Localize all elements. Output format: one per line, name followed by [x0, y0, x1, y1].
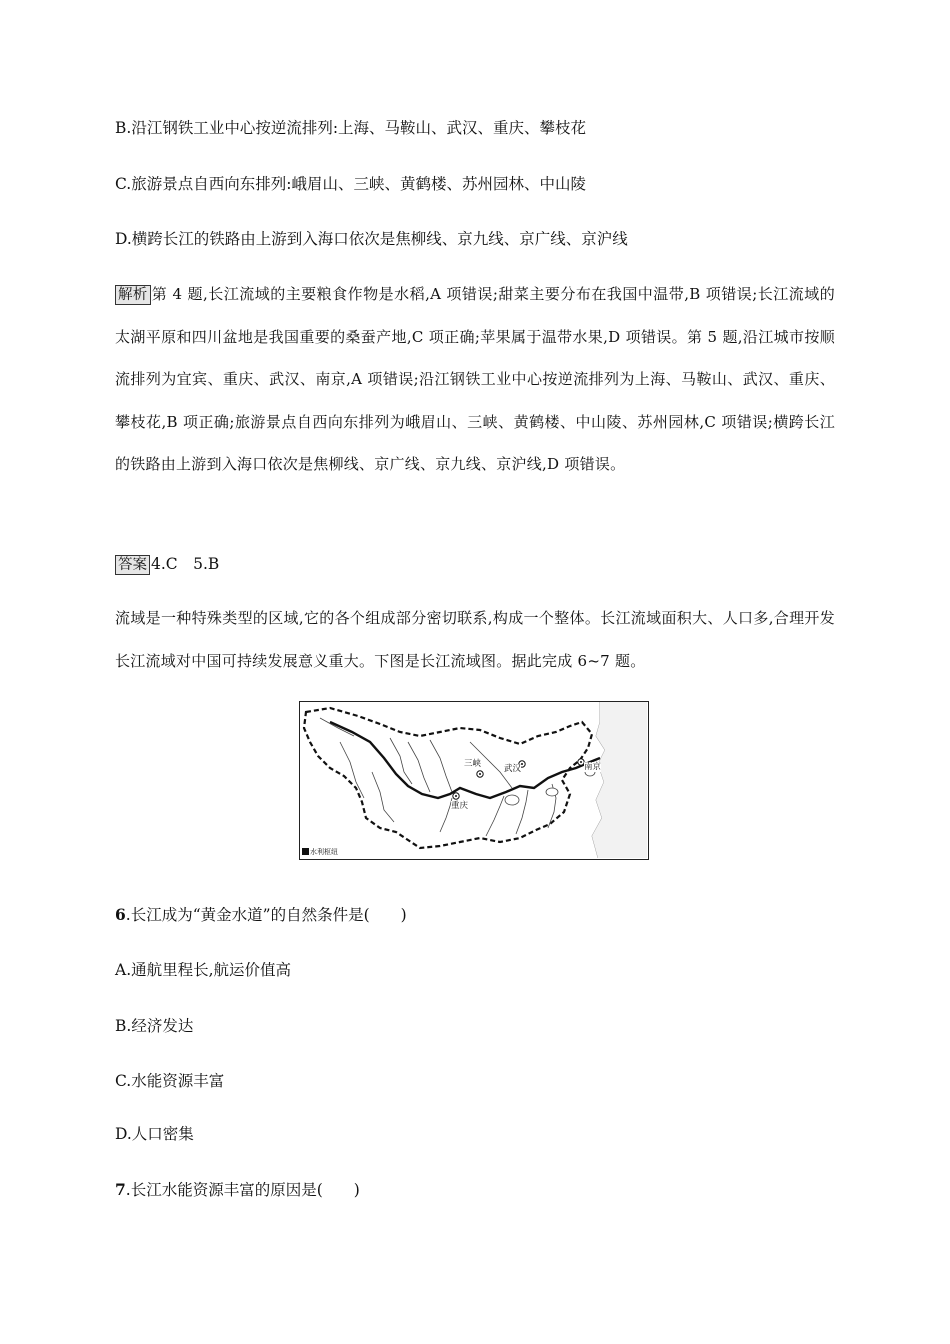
chongqing-marker-dot	[455, 795, 457, 797]
map-label-sanxia: 三峡	[464, 759, 482, 769]
map-label-nanjing: 南京	[584, 762, 602, 772]
intro-paragraph: 流域是一种特殊类型的区域,它的各个组成部分密切联系,构成一个整体。长江流域面积大、人口多,合理开发长江流域对中国可持续发展意义重大。下图是长江流域图。据此完成 6~7 题。	[115, 609, 835, 670]
river-xiangjiang	[516, 790, 528, 834]
river-jinsha-branch	[340, 742, 364, 798]
option-c-prev: C.旅游景点自西向东排列:峨眉山、三峡、黄鹤楼、苏州园林、中山陵	[115, 175, 586, 193]
answer-text: 4.C 5.B	[151, 555, 220, 573]
river-yuanjiang	[486, 796, 504, 836]
question-7-stem	[115, 1180, 360, 1200]
analysis-tag: 解析	[115, 285, 151, 305]
map-legend	[302, 848, 338, 857]
map-label-wuhan: 武汉	[504, 764, 522, 774]
sanxia-marker-dot	[479, 773, 481, 775]
option-d-prev: D.横跨长江的铁路由上游到入海口依次是焦柳线、京九线、京广线、京沪线	[115, 230, 628, 248]
wuhan-marker-dot	[521, 763, 523, 765]
river-jialing	[430, 740, 452, 792]
question-7-number: 7	[115, 1180, 126, 1199]
question-6-text: .长江成为“黄金水道”的自然条件是( )	[125, 906, 407, 924]
answer-tag: 答案	[115, 555, 150, 575]
nanjing-marker-dot	[580, 761, 582, 763]
river-tuojiang	[408, 742, 430, 792]
question-7-text: .长江水能资源丰富的原因是( )	[125, 1181, 360, 1199]
option-b-prev: B.沿江钢铁工业中心按逆流排列:上海、马鞍山、武汉、重庆、攀枝花	[115, 119, 587, 137]
legend-symbol	[302, 848, 309, 855]
map-label-chongqing: 重庆	[451, 801, 469, 811]
map-drawing	[300, 702, 647, 858]
answer-block	[115, 554, 219, 575]
yangtze-basin-map	[299, 701, 649, 860]
q6-option-b: B.经济发达	[115, 1017, 194, 1035]
river-yalong	[372, 772, 394, 822]
question-6-stem	[115, 905, 407, 925]
legend-text: 水利枢纽	[310, 848, 338, 856]
river-upper-headwater	[320, 718, 354, 736]
question-6-number: 6	[115, 905, 126, 924]
q6-option-c: C.水能资源丰富	[115, 1072, 225, 1090]
analysis-block	[115, 273, 835, 486]
q6-option-d: D.人口密集	[115, 1125, 194, 1143]
sea-area	[592, 702, 647, 858]
dongting-lake	[505, 795, 519, 805]
river-minjiang	[390, 738, 412, 784]
q6-option-a: A.通航里程长,航运价值高	[115, 961, 292, 979]
poyang-lake	[546, 788, 558, 796]
analysis-text: 第 4 题,长江流域的主要粮食作物是水稻,A 项错误;甜菜主要分布在我国中温带,B 项错误;长江流域的太湖平原和四川盆地是我国重要的桑蚕产地,C 项正确;苹果属于温带水果,D 项错误。第 5 题,沿江城市按顺流排列为宜宾、重庆、武汉、南京,A 项错误;沿江钢铁工业中心按逆流排列为上海、马鞍山、武汉、重庆、攀枝花,B 项正确;旅游景点自西向东排列为峨眉山、三峡、黄鹤楼、中山陵、苏州园林,C 项错误;横跨长江的铁路由上游到入海口依次是焦柳线、京广线、京九线、京沪线,D 项错误。	[115, 285, 835, 473]
